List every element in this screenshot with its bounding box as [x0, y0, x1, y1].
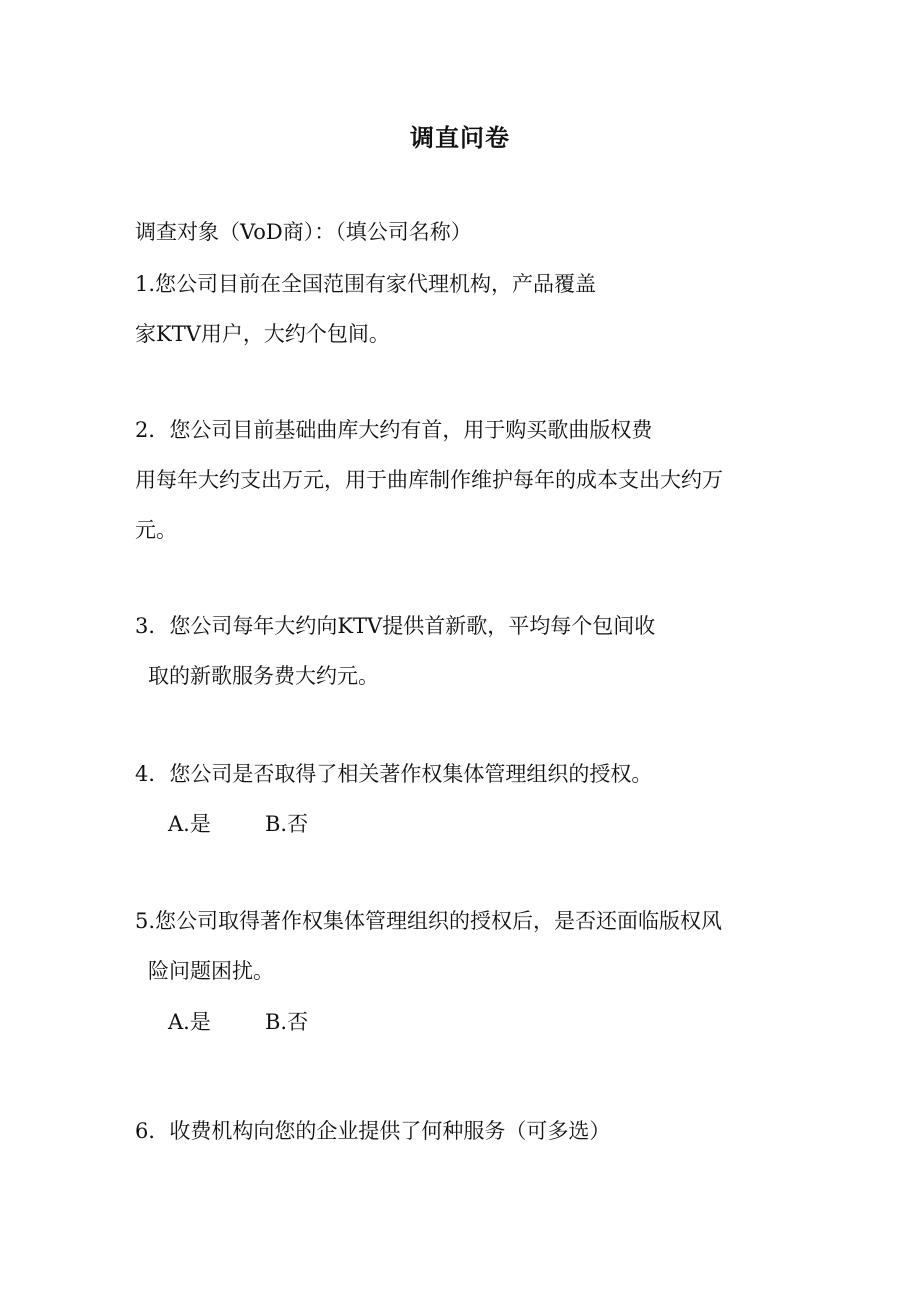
- question-5-option-b[interactable]: B.否: [265, 1010, 309, 1034]
- question-2-line-2: 用每年大约支出万元，用于曲库制作维护每年的成本支出大约万: [135, 468, 723, 492]
- question-2-line-1: 2．您公司目前基础曲库大约有首，用于购买歌曲版权费: [135, 418, 653, 442]
- question-3-line-2: 取的新歌服务费大约元。: [148, 664, 379, 688]
- question-5-line-2: 险问题困扰。: [148, 959, 274, 983]
- question-4-option-a[interactable]: A.是: [168, 812, 211, 836]
- respondent-line: 调查对象（VoD商）：（填公司名称）: [135, 220, 472, 244]
- document-title: 调直问卷: [410, 124, 510, 152]
- question-5-line-1: 5.您公司取得著作权集体管理组织的授权后，是否还面临版权风: [135, 909, 723, 933]
- question-5-option-a[interactable]: A.是: [168, 1010, 211, 1034]
- question-1-line-2: 家KTV用户，大约个包间。: [135, 322, 390, 346]
- question-1-line-1: 1.您公司目前在全国范围有家代理机构，产品覆盖: [135, 272, 597, 296]
- question-2-line-3: 元。: [135, 518, 177, 542]
- question-6-line-1: 6．收费机构向您的企业提供了何种服务（可多选）: [135, 1119, 611, 1143]
- question-4-line-1: 4．您公司是否取得了相关著作权集体管理组织的授权。: [135, 762, 653, 786]
- question-3-line-1: 3．您公司每年大约向KTV提供首新歌，平均每个包间收: [135, 614, 656, 638]
- question-4-option-b[interactable]: B.否: [265, 812, 309, 836]
